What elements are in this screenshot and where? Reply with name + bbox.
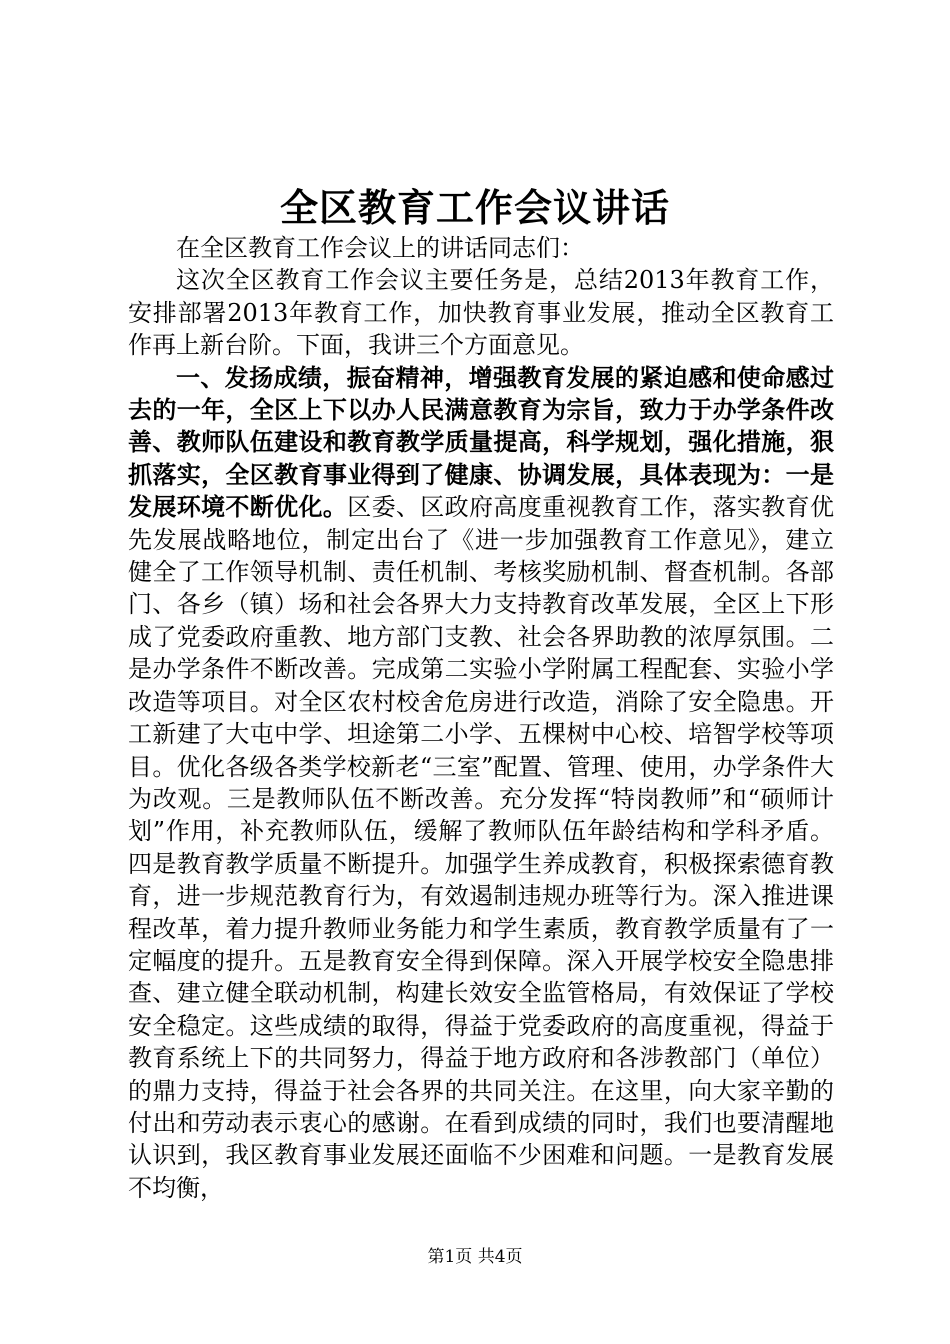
section-1-heading: 一、发扬成绩，振奋精神，增强教育发展的紧迫感和使命感过去的一年，全区上下以办人民满意教育为宗旨，致力于办学条件改善、教师队伍建设和教育教学质量提高，科学规划，强化措施，狠抓落实，全区教育事业得到了健康、协调发展，具体表现为：一是发展环境不断优化。: [128, 362, 834, 522]
document-body: [128, 232, 834, 1204]
paragraph-section-1: [128, 362, 834, 1205]
paragraph-intro: 这次全区教育工作会议主要任务是，总结2013年教育工作，安排部署2013年教育工作，加快教育事业发展，推动全区教育工作再上新台阶。下面，我讲三个方面意见。: [128, 266, 834, 360]
page-number-footer: 第1页 共4页: [427, 1247, 523, 1267]
document-title: 全区教育工作会议讲话: [279, 185, 670, 230]
section-1-body: 区委、区政府高度重视教育工作，落实教育优先发展战略地位，制定出台了《进一步加强教育工作意见》，建立健全了工作领导机制、责任机制、考核奖励机制、督查机制。各部门、各乡（镇）场和社会各界大力支持教育改革发展，全区上下形成了党委政府重教、地方部门支教、社会各界助教的浓厚氛围。二是办学条件不断改善。完成第二实验小学附属工程配套、实验小学改造等项目。对全区农村校舍危房进行改造，消除了安全隐患。开工新建了大屯中学、坦途第二小学、五棵树中心校、培智学校等项目。优化各级各类学校新老“三室”配置、管理、使用，办学条件大为改观。三是教师队伍不断改善。充分发挥“特岗教师”和“硕师计划”作用，补充教师队伍，缓解了教师队伍年龄结构和学科矛盾。四是教育教学质量不断提升。加强学生养成教育，积极探索德育教育，进一步规范教育行为，有效遏制违规办班等行为。深入推进课程改革，着力提升教师业务能力和学生素质，教育教学质量有了一定幅度的提升。五是教育安全得到保障。深入开展学校安全隐患排查、建立健全联动机制，构建长效安全监管格局，有效保证了学校安全稳定。这些成绩的取得，得益于党委政府的高度重视，得益于教育系统上下的共同努力，得益于地方政府和各涉教部门（单位）的鼎力支持，得益于社会各界的共同关注。在这里，向大家辛勤的付出和劳动表示衷心的感谢。在看到成绩的同时，我们也要清醒地认识到，我区教育事业发展还面临不少困难和问题。一是教育发展不均衡，: [128, 493, 835, 1202]
paragraph-greeting: 在全区教育工作会议上的讲话同志们：: [176, 234, 584, 262]
